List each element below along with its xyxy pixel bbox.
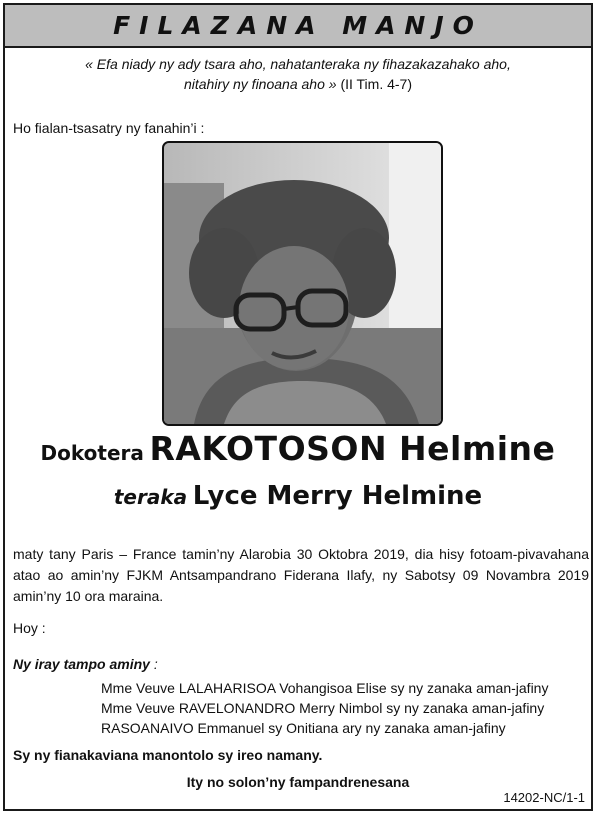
intro-text: Ho fialan-tsasatry ny fanahin’i : <box>13 120 205 136</box>
list-item: RASOANAIVO Emmanuel sy Onitiana ary ny zanaka aman-jafiny <box>101 720 506 736</box>
birth-prefix: teraka <box>113 485 188 509</box>
portrait-photo-icon <box>164 143 441 424</box>
closing-line-2: Ity no solon’ny fampandrenesana <box>186 774 410 790</box>
header-banner <box>5 5 591 48</box>
reference-code: 14202-NC/1-1 <box>503 790 585 805</box>
birth-name <box>5 481 591 511</box>
list-item: Mme Veuve LALAHARISOA Vohangisoa Elise sy ny zanaka aman-jafiny <box>101 680 549 696</box>
announcement-text: maty tany Paris – France tamin’ny Alarobia 30 Oktobra 2019, dia hisy fotoam-pivavahana atao ao amin’ny FJKM Antsampandrano Fiderana Ilafy, ny Sabotsy 09 Novambra 2019 amin’ny 10 ora maraina. <box>13 546 589 604</box>
deceased-full-name: RAKOTOSON Helmine <box>149 429 556 468</box>
portrait-photo <box>162 141 443 426</box>
list-item: Mme Veuve RAVELONANDRO Merry Nimbol sy ny zanaka aman-jafiny <box>101 700 545 716</box>
bible-verse <box>25 54 571 94</box>
deceased-title: Dokotera <box>40 441 144 465</box>
family-label <box>13 656 158 672</box>
header-title: FILAZANA MANJO <box>113 11 483 40</box>
family-label-colon: : <box>153 656 158 672</box>
birth-full-name: Lyce Merry Helmine <box>192 481 483 511</box>
family-label-text: Ny iray tampo aminy <box>13 656 150 672</box>
closing-line-1: Sy ny fianakaviana manontolo sy ireo namany. <box>13 747 323 763</box>
verse-reference: (II Tim. 4-7) <box>340 76 412 92</box>
family-members <box>101 678 548 738</box>
verse-line-2 <box>25 74 571 94</box>
notice-frame <box>3 3 593 811</box>
verse-line-1: « Efa niady ny ady tsara aho, nahatanteraka ny fihazakazahako aho, <box>85 56 511 72</box>
hoy-label: Hoy : <box>13 620 46 636</box>
verse-line-2-text: nitahiry ny finoana aho » <box>183 76 337 92</box>
deceased-name <box>5 429 591 468</box>
